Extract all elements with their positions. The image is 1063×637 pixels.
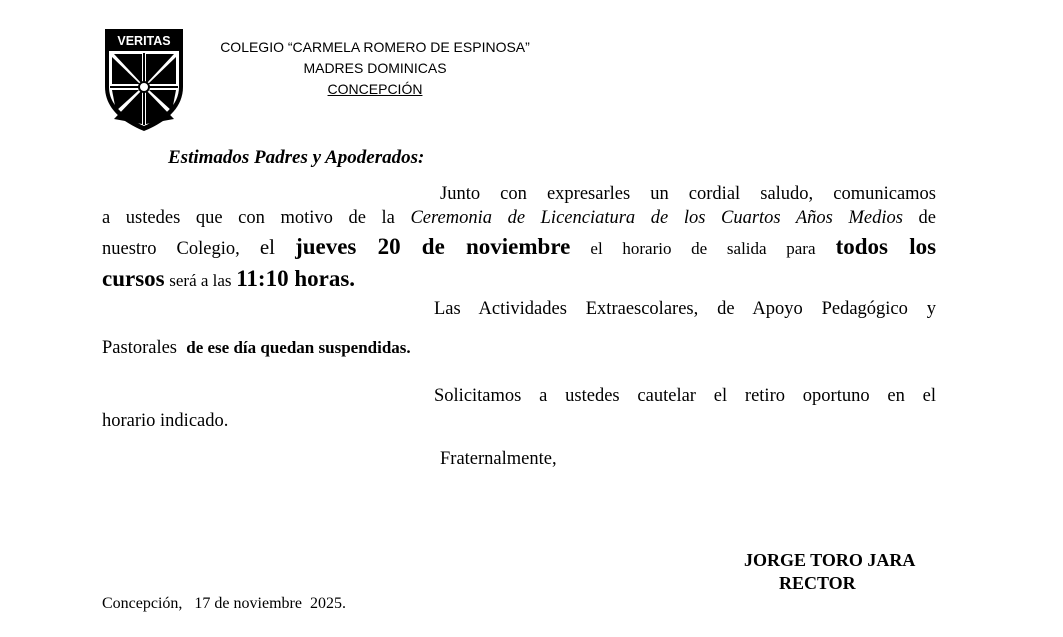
paragraph1-line2 — [102, 208, 936, 229]
paragraph3-line1: Solicitamos a ustedes cautelar el retiro oportuno en el — [434, 386, 936, 406]
congregation-name: MADRES DOMINICAS — [303, 60, 447, 76]
p1-l4-b: será a las — [169, 271, 232, 290]
school-crest-logo — [102, 27, 186, 133]
p1-l3-b: el — [259, 235, 275, 259]
suspension-notice: de ese día quedan suspendidas. — [186, 338, 411, 357]
paragraph1-line3 — [102, 234, 936, 260]
paragraph1-line1: Junto con expresarles un cordial saludo, comunicamos — [440, 184, 936, 204]
school-name: COLEGIO “CARMELA ROMERO DE ESPINOSA” — [220, 39, 530, 55]
paragraph2-line2 — [102, 338, 411, 359]
city-name — [175, 79, 575, 100]
p1-l4-a: cursos — [102, 266, 165, 291]
greeting: Estimados Padres y Apoderados: — [168, 147, 425, 168]
p1-l3-e: todos los — [835, 234, 937, 259]
signature-title: RECTOR — [779, 573, 856, 593]
p1-l3-a: nuestro Colegio, — [102, 239, 240, 259]
shield-icon — [102, 27, 186, 133]
event-date: jueves 20 de noviembre — [295, 234, 571, 259]
paragraph3-line2: horario indicado. — [102, 411, 229, 431]
place: Concepción, — [102, 595, 183, 612]
logo-banner-text: VERITAS — [117, 34, 171, 48]
paragraph2-line1: Las Actividades Extraescolares, de Apoyo Pedagógico y — [434, 299, 936, 319]
p1-l2-text: a ustedes que con motivo de la — [102, 208, 395, 228]
place-date — [102, 595, 346, 613]
closing: Fraternalmente, — [440, 449, 557, 469]
signature-name: JORGE TORO JARA — [744, 550, 916, 570]
ceremony-name: Ceremonia de Licenciatura de los Cuartos Años Medios — [410, 208, 903, 228]
p1-l2-end: de — [918, 208, 936, 228]
p1-l3-d: el horario de salida para — [590, 239, 816, 258]
city-name-text: CONCEPCIÓN — [327, 81, 423, 97]
date: 17 de noviembre 2025. — [194, 595, 346, 612]
dismissal-time: 11:10 horas. — [236, 266, 356, 291]
paragraph1-line4 — [102, 266, 355, 292]
p2-l2-a: Pastorales — [102, 338, 178, 358]
